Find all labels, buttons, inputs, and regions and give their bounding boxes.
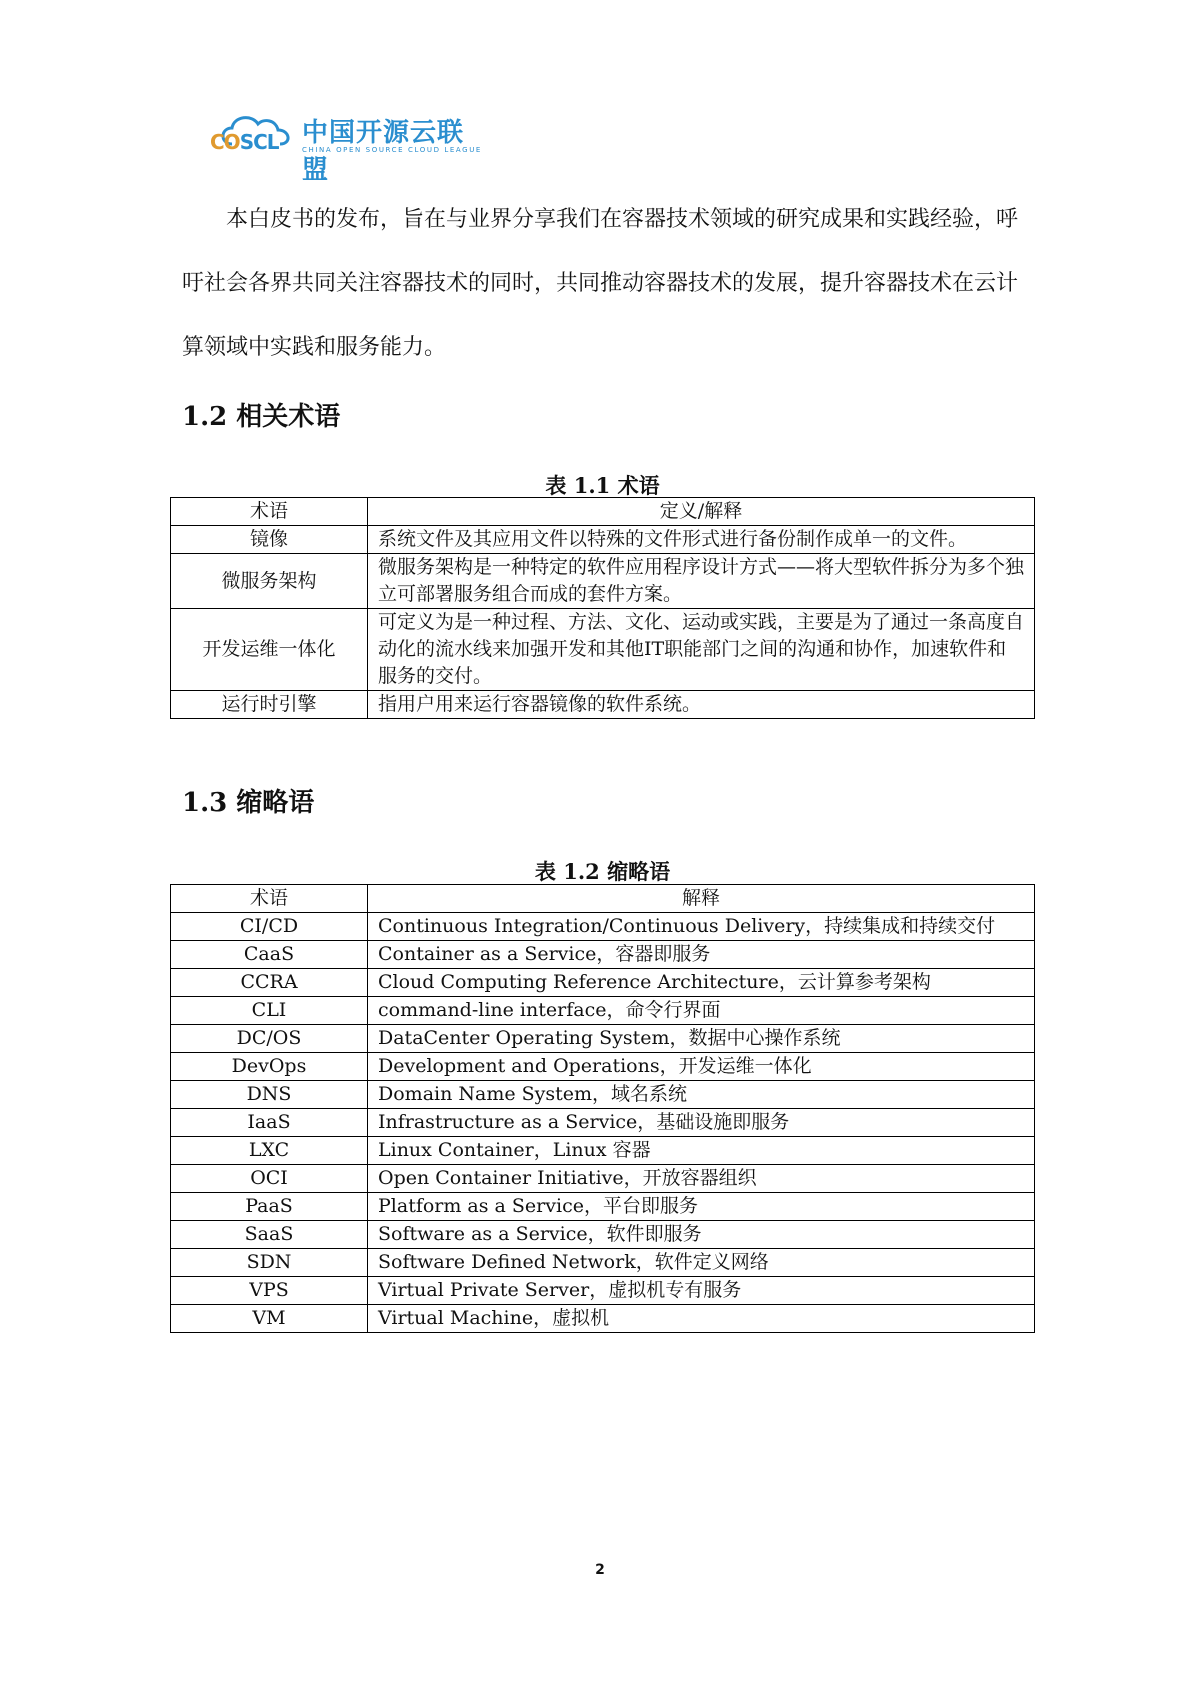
definition-cell: 系统文件及其应用文件以特殊的文件形式进行备份制作成单一的文件。 [368, 526, 1035, 554]
term-cell: VPS [171, 1277, 368, 1305]
table-row [171, 1249, 1035, 1277]
term-cell: DC/OS [171, 1025, 368, 1053]
term-cell: SDN [171, 1249, 368, 1277]
logo-name-en: CHINA OPEN SOURCE CLOUD LEAGUE [302, 146, 482, 154]
table-row [171, 1081, 1035, 1109]
table-caption-abbr: 表 1.2 缩略语 [534, 859, 671, 884]
term-cell: DNS [171, 1081, 368, 1109]
definition-cell: Cloud Computing Reference Architecture，云计算参考架构 [368, 969, 1035, 997]
table-row [171, 1053, 1035, 1081]
table-row [171, 691, 1035, 719]
table-caption-terms: 表 1.1 术语 [545, 473, 660, 498]
term-cell: CI/CD [171, 913, 368, 941]
table-row [171, 1305, 1035, 1333]
term-cell: IaaS [171, 1109, 368, 1137]
term-cell: CLI [171, 997, 368, 1025]
definition-cell: 指用户用来运行容器镜像的软件系统。 [368, 691, 1035, 719]
table-header-row [171, 885, 1035, 913]
definition-cell: Linux Container，Linux 容器 [368, 1137, 1035, 1165]
definition-cell: Infrastructure as a Service，基础设施即服务 [368, 1109, 1035, 1137]
definition-cell: Software as a Service，软件即服务 [368, 1221, 1035, 1249]
definition-cell: Container as a Service，容器即服务 [368, 941, 1035, 969]
table-row [171, 1025, 1035, 1053]
definition-cell: Platform as a Service，平台即服务 [368, 1193, 1035, 1221]
term-cell: VM [171, 1305, 368, 1333]
definition-cell: command-line interface，命令行界面 [368, 997, 1035, 1025]
term-cell: CaaS [171, 941, 368, 969]
definition-cell: Virtual Machine，虚拟机 [368, 1305, 1035, 1333]
term-cell: PaaS [171, 1193, 368, 1221]
table-row [171, 913, 1035, 941]
logo-mark-a: CO [210, 130, 240, 154]
definition-cell: Open Container Initiative，开放容器组织 [368, 1165, 1035, 1193]
term-cell: LXC [171, 1137, 368, 1165]
table-row [171, 554, 1035, 609]
table-row [171, 969, 1035, 997]
term-cell: DevOps [171, 1053, 368, 1081]
logo-wordmark [210, 130, 279, 154]
logo-mark-b: SCL [239, 130, 279, 154]
term-cell: 微服务架构 [171, 554, 368, 609]
term-cell: 镜像 [171, 526, 368, 554]
definition-cell: 微服务架构是一种特定的软件应用程序设计方式——将大型软件拆分为多个独立可部署服务组合而成的套件方案。 [368, 554, 1035, 609]
definition-cell: Development and Operations，开发运维一体化 [368, 1053, 1035, 1081]
table-row [171, 1193, 1035, 1221]
table-row [171, 1221, 1035, 1249]
page-number: 2 [595, 1562, 605, 1578]
term-cell: 运行时引擎 [171, 691, 368, 719]
table-row [171, 941, 1035, 969]
column-header: 术语 [171, 885, 368, 913]
terms-table [170, 497, 1035, 719]
table-row [171, 1277, 1035, 1305]
term-cell: SaaS [171, 1221, 368, 1249]
table-row [171, 609, 1035, 691]
term-cell: OCI [171, 1165, 368, 1193]
section-heading-abbr: 1.3 缩略语 [182, 788, 315, 818]
intro-paragraph: 本白皮书的发布，旨在与业界分享我们在容器技术领域的研究成果和实践经验，呼吁社会各界共同关注容器技术的同时，共同推动容器技术的发展，提升容器技术在云计算领域中实践和服务能力。 [182, 207, 1019, 360]
column-header: 定义/解释 [368, 498, 1035, 526]
table-row [171, 997, 1035, 1025]
definition-cell: Domain Name System，域名系统 [368, 1081, 1035, 1109]
logo-name-cn: 中国开源云联盟 [302, 118, 465, 185]
table-row [171, 1137, 1035, 1165]
definition-cell: 可定义为是一种过程、方法、文化、运动或实践，主要是为了通过一条高度自动化的流水线来加强开发和其他IT职能部门之间的沟通和协作，加速软件和服务的交付。 [368, 609, 1035, 691]
abbreviations-table [170, 884, 1035, 1333]
definition-cell: DataCenter Operating System，数据中心操作系统 [368, 1025, 1035, 1053]
table-header-row [171, 498, 1035, 526]
definition-cell: Virtual Private Server，虚拟机专有服务 [368, 1277, 1035, 1305]
term-cell: CCRA [171, 969, 368, 997]
section-heading-terms: 1.2 相关术语 [182, 402, 341, 432]
table-row [171, 1165, 1035, 1193]
table-row [171, 1109, 1035, 1137]
column-header: 解释 [368, 885, 1035, 913]
column-header: 术语 [171, 498, 368, 526]
coscl-logo [210, 108, 490, 185]
definition-cell: Continuous Integration/Continuous Delivery，持续集成和持续交付 [368, 913, 1035, 941]
term-cell: 开发运维一体化 [171, 609, 368, 691]
table-row [171, 526, 1035, 554]
definition-cell: Software Defined Network，软件定义网络 [368, 1249, 1035, 1277]
